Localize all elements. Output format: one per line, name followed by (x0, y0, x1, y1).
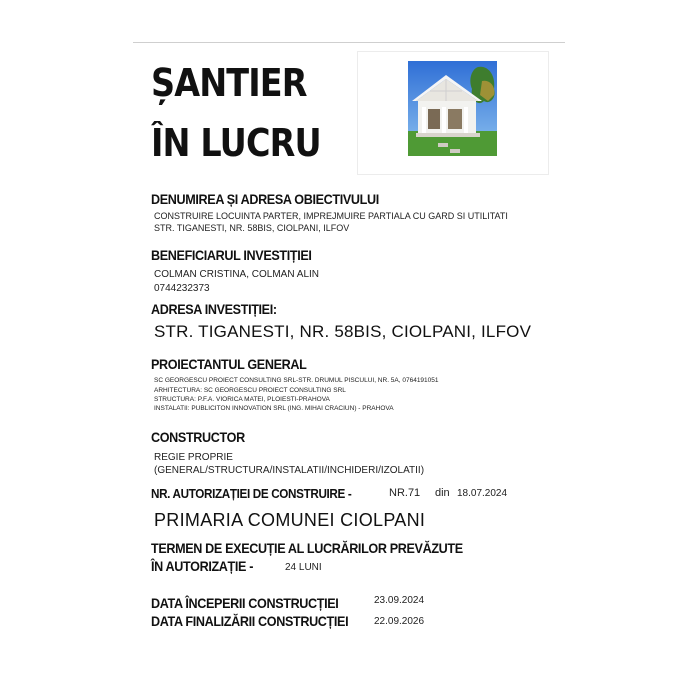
termen-heading-line2: ÎN AUTORIZAȚIE - (151, 558, 254, 574)
beneficiar-heading: BENEFICIARUL INVESTIȚIEI (151, 247, 312, 263)
sign-title-line1: ȘANTIER (151, 61, 307, 105)
start-date-label: DATA ÎNCEPERII CONSTRUCȚIEI (151, 595, 339, 611)
proiectant-line1: SC GEORGESCU PROIECT CONSULTING SRL-STR. DRUMUL PISCULUI, NR. 5A, 0764191051 (154, 377, 439, 384)
proiectant-line3: STRUCTURA: P.F.A. VIORICA MATEI, PLOIESTI-PRAHOVA (154, 396, 330, 403)
constructor-line1: REGIE PROPRIE (154, 452, 233, 463)
obiectiv-line1: CONSTRUIRE LOCUINTA PARTER, IMPREJMUIRE PARTIALA CU GARD SI UTILITATI (154, 211, 508, 221)
termen-heading-line1: TERMEN DE EXECUȚIE AL LUCRĂRILOR PREVĂZUTE (151, 540, 463, 556)
start-date-value: 23.09.2024 (374, 595, 425, 606)
constructor-heading: CONSTRUCTOR (151, 429, 245, 445)
sign-title-line2: ÎN LUCRU (151, 121, 321, 165)
autorizatie-issuer: PRIMARIA COMUNEI CIOLPANI (154, 510, 426, 530)
end-date-label: DATA FINALIZĂRII CONSTRUCȚIEI (151, 613, 349, 629)
beneficiar-name: COLMAN CRISTINA, COLMAN ALIN (154, 269, 320, 280)
adresa-heading: ADRESA INVESTIȚIEI: (151, 301, 277, 317)
obiectiv-line2: STR. TIGANESTI, NR. 58BIS, CIOLPANI, ILFOV (154, 223, 350, 233)
termen-value: 24 LUNI (285, 562, 322, 573)
photo-frame (357, 51, 549, 175)
autorizatie-number: NR.71 (389, 487, 421, 499)
autorizatie-din-label: din (435, 487, 450, 499)
autorizatie-date: 18.07.2024 (457, 488, 508, 499)
obiectiv-heading: DENUMIREA ȘI ADRESA OBIECTIVULUI (151, 191, 379, 207)
adresa-value: STR. TIGANESTI, NR. 58BIS, CIOLPANI, ILFOV (154, 322, 532, 341)
constructor-line2: (GENERAL/STRUCTURA/INSTALATII/INCHIDERI/IZOLATII) (154, 465, 425, 476)
autorizatie-heading: NR. AUTORIZAȚIEI DE CONSTRUIRE - (151, 486, 352, 501)
proiectant-line2: ARHITECTURA: SC GEORGESCU PROIECT CONSULTING SRL (154, 387, 346, 394)
beneficiar-phone: 0744232373 (154, 283, 210, 294)
proiectant-line4: INSTALATII: PUBLICITON INNOVATION SRL (ING. MIHAI CRACIUN) - PRAHOVA (154, 405, 394, 412)
end-date-value: 22.09.2026 (374, 616, 425, 627)
house-photo-icon (408, 61, 497, 156)
proiectant-heading: PROIECTANTUL GENERAL (151, 356, 307, 372)
